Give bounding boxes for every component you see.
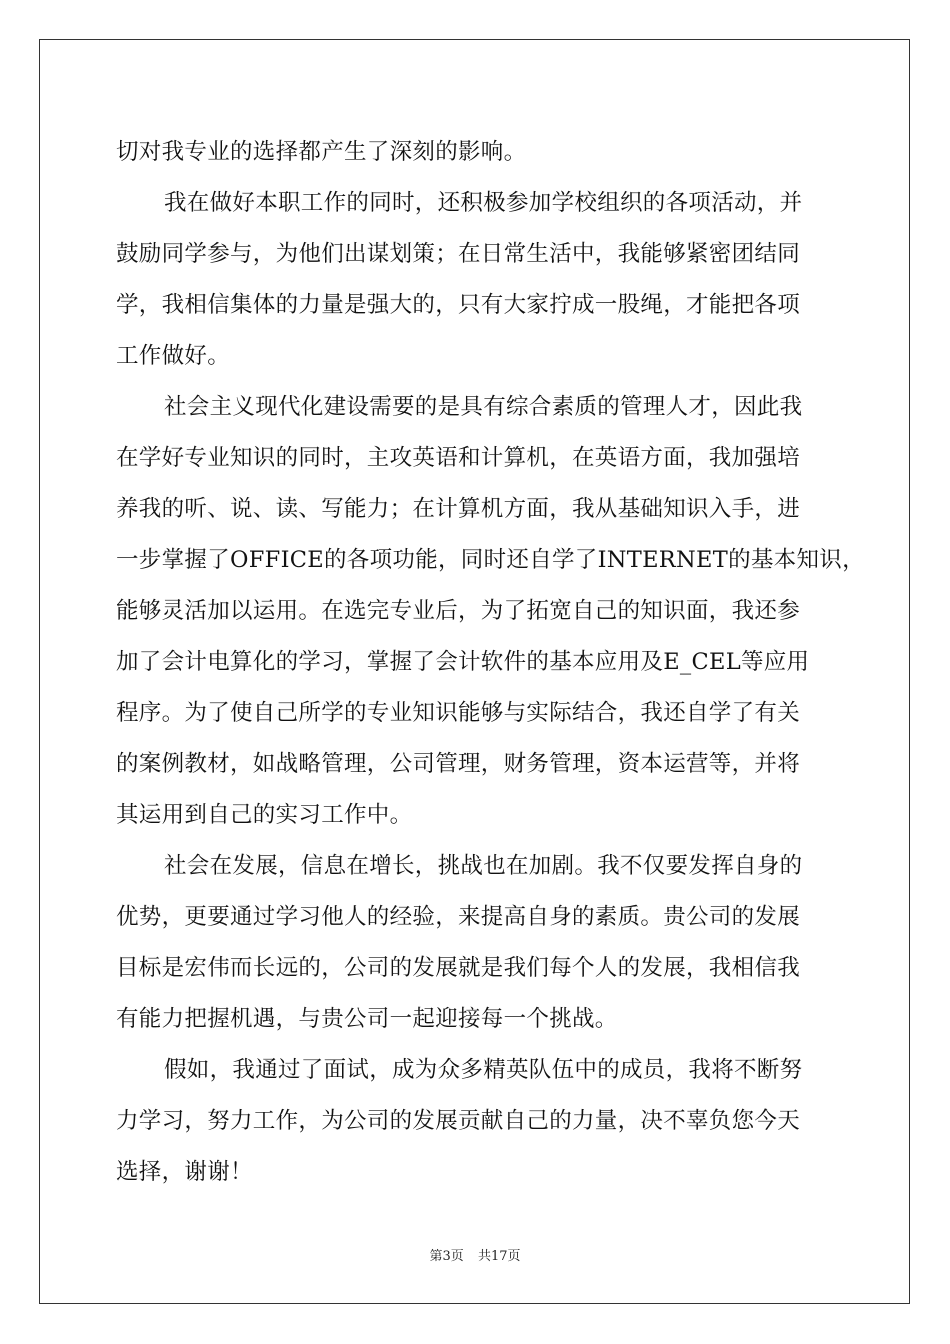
text-line: 目标是宏伟而长远的，公司的发展就是我们每个人的发展，我相信我: [116, 955, 801, 981]
text-line: 一步掌握了OFFICE的各项功能，同时还自学了INTERNET的基本知识，: [116, 547, 865, 573]
page-total: 共17页: [477, 1249, 521, 1264]
text-line: 学，我相信集体的力量是强大的，只有大家拧成一股绳，才能把各项: [116, 292, 801, 318]
text-line: 社会在发展，信息在增长，挑战也在加剧。我不仅要发挥自身的: [164, 853, 803, 879]
page-number: 第3页: [429, 1249, 464, 1264]
text-line: 能够灵活加以运用。在选完专业后，为了拓宽自己的知识面，我还参: [116, 598, 801, 624]
text-line: 程序。为了使自己所学的专业知识能够与实际结合，我还自学了有关: [116, 700, 801, 726]
text-line: 力学习，努力工作，为公司的发展贡献自己的力量，决不辜负您今天: [116, 1108, 801, 1134]
text-line: 养我的听、说、读、写能力；在计算机方面，我从基础知识入手，进: [116, 496, 801, 522]
text-line: 在学好专业知识的同时，主攻英语和计算机，在英语方面，我加强培: [116, 445, 801, 471]
text-line: 我在做好本职工作的同时，还积极参加学校组织的各项活动，并: [164, 190, 803, 216]
document-body: [116, 127, 865, 1198]
text-line: 工作做好。: [116, 343, 231, 369]
page-footer: [0, 1245, 950, 1264]
text-line: 社会主义现代化建设需要的是具有综合素质的管理人才，因此我: [164, 394, 803, 420]
text-line: 有能力把握机遇，与贵公司一起迎接每一个挑战。: [116, 1006, 618, 1032]
text-line: 优势，更要通过学习他人的经验，来提高自身的素质。贵公司的发展: [116, 904, 801, 930]
text-line: 其运用到自己的实习工作中。: [116, 802, 413, 828]
text-line: 切对我专业的选择都产生了深刻的影响。: [116, 139, 527, 165]
text-line: 的案例教材，如战略管理，公司管理，财务管理，资本运营等，并将: [116, 751, 801, 777]
text-line: 加了会计电算化的学习，掌握了会计软件的基本应用及E_CEL等应用: [116, 649, 810, 675]
text-line: 鼓励同学参与，为他们出谋划策；在日常生活中，我能够紧密团结同: [116, 241, 801, 267]
text-line: 选择，谢谢！: [116, 1159, 253, 1185]
text-line: 假如，我通过了面试，成为众多精英队伍中的成员，我将不断努: [164, 1057, 803, 1083]
